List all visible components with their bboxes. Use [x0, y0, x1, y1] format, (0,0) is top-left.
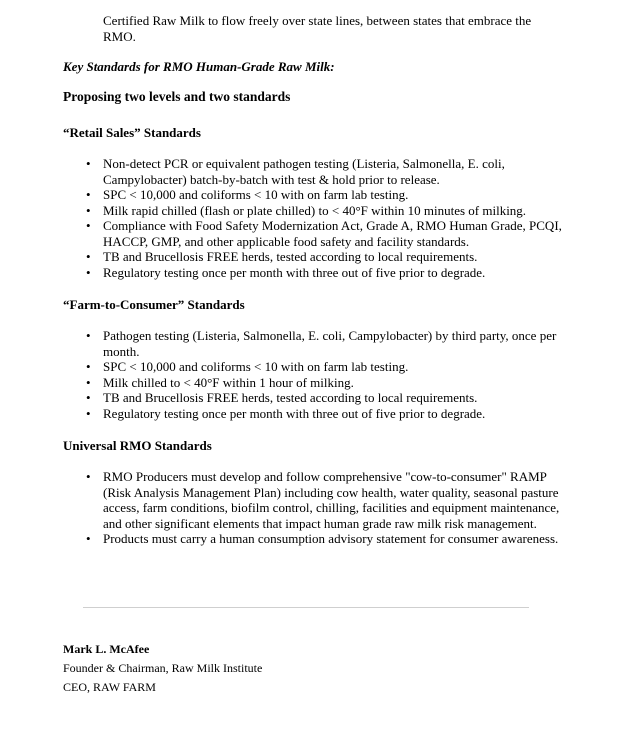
retail-sales-heading: “Retail Sales” Standards — [63, 125, 201, 140]
list-item: • RMO Producers must develop and follow comprehensive "cow-to-consumer" RAMP (Risk Analysis Management Plan) including cow health, water quality, seasonal pasture access, farm conditions, biofilm control, chilling, facilities and equipment maintenance, and other significant elements that impact human grade raw milk risk management. — [103, 469, 563, 531]
signature-title-2: CEO, RAW FARM — [63, 680, 156, 694]
signature-title-1: Founder & Chairman, Raw Milk Institute — [63, 661, 263, 675]
retail-sales-list — [103, 156, 563, 280]
list-item: • Milk chilled to < 40°F within 1 hour of milking. — [103, 375, 563, 391]
list-item: • TB and Brucellosis FREE herds, tested according to local requirements. — [103, 249, 563, 265]
intro-paragraph: Certified Raw Milk to flow freely over state lines, between states that embrace the RMO. — [103, 13, 532, 44]
list-item: • SPC < 10,000 and coliforms < 10 with on farm lab testing. — [103, 187, 563, 203]
divider — [83, 607, 529, 608]
signature-name: Mark L. McAfee — [63, 642, 150, 656]
list-item: • Regulatory testing once per month with three out of five prior to degrade. — [103, 406, 563, 422]
list-item: • TB and Brucellosis FREE herds, tested according to local requirements. — [103, 390, 563, 406]
list-item: • Pathogen testing (Listeria, Salmonella, E. coli, Campylobacter) by third party, once per month. — [103, 328, 563, 359]
list-item: • Non-detect PCR or equivalent pathogen testing (Listeria, Salmonella, E. coli, Campylobacter) batch-by-batch with test & hold prior to release. — [103, 156, 563, 187]
list-item: • Compliance with Food Safety Modernization Act, Grade A, RMO Human Grade, PCQI, HACCP, GMP, and other applicable food safety and facility standards. — [103, 218, 563, 249]
universal-standards-list — [103, 469, 563, 547]
farm-to-consumer-list — [103, 328, 563, 421]
proposing-heading: Proposing two levels and two standards — [63, 89, 291, 104]
key-standards-heading: Key Standards for RMO Human-Grade Raw Milk: — [63, 59, 335, 74]
list-item: • Regulatory testing once per month with three out of five prior to degrade. — [103, 265, 563, 281]
list-item: • SPC < 10,000 and coliforms < 10 with on farm lab testing. — [103, 359, 563, 375]
list-item: • Products must carry a human consumption advisory statement for consumer awareness. — [103, 531, 563, 547]
farm-to-consumer-heading: “Farm-to-Consumer” Standards — [63, 297, 245, 312]
universal-standards-heading: Universal RMO Standards — [63, 438, 212, 453]
list-item: • Milk rapid chilled (flash or plate chilled) to < 40°F within 10 minutes of milking. — [103, 203, 563, 219]
